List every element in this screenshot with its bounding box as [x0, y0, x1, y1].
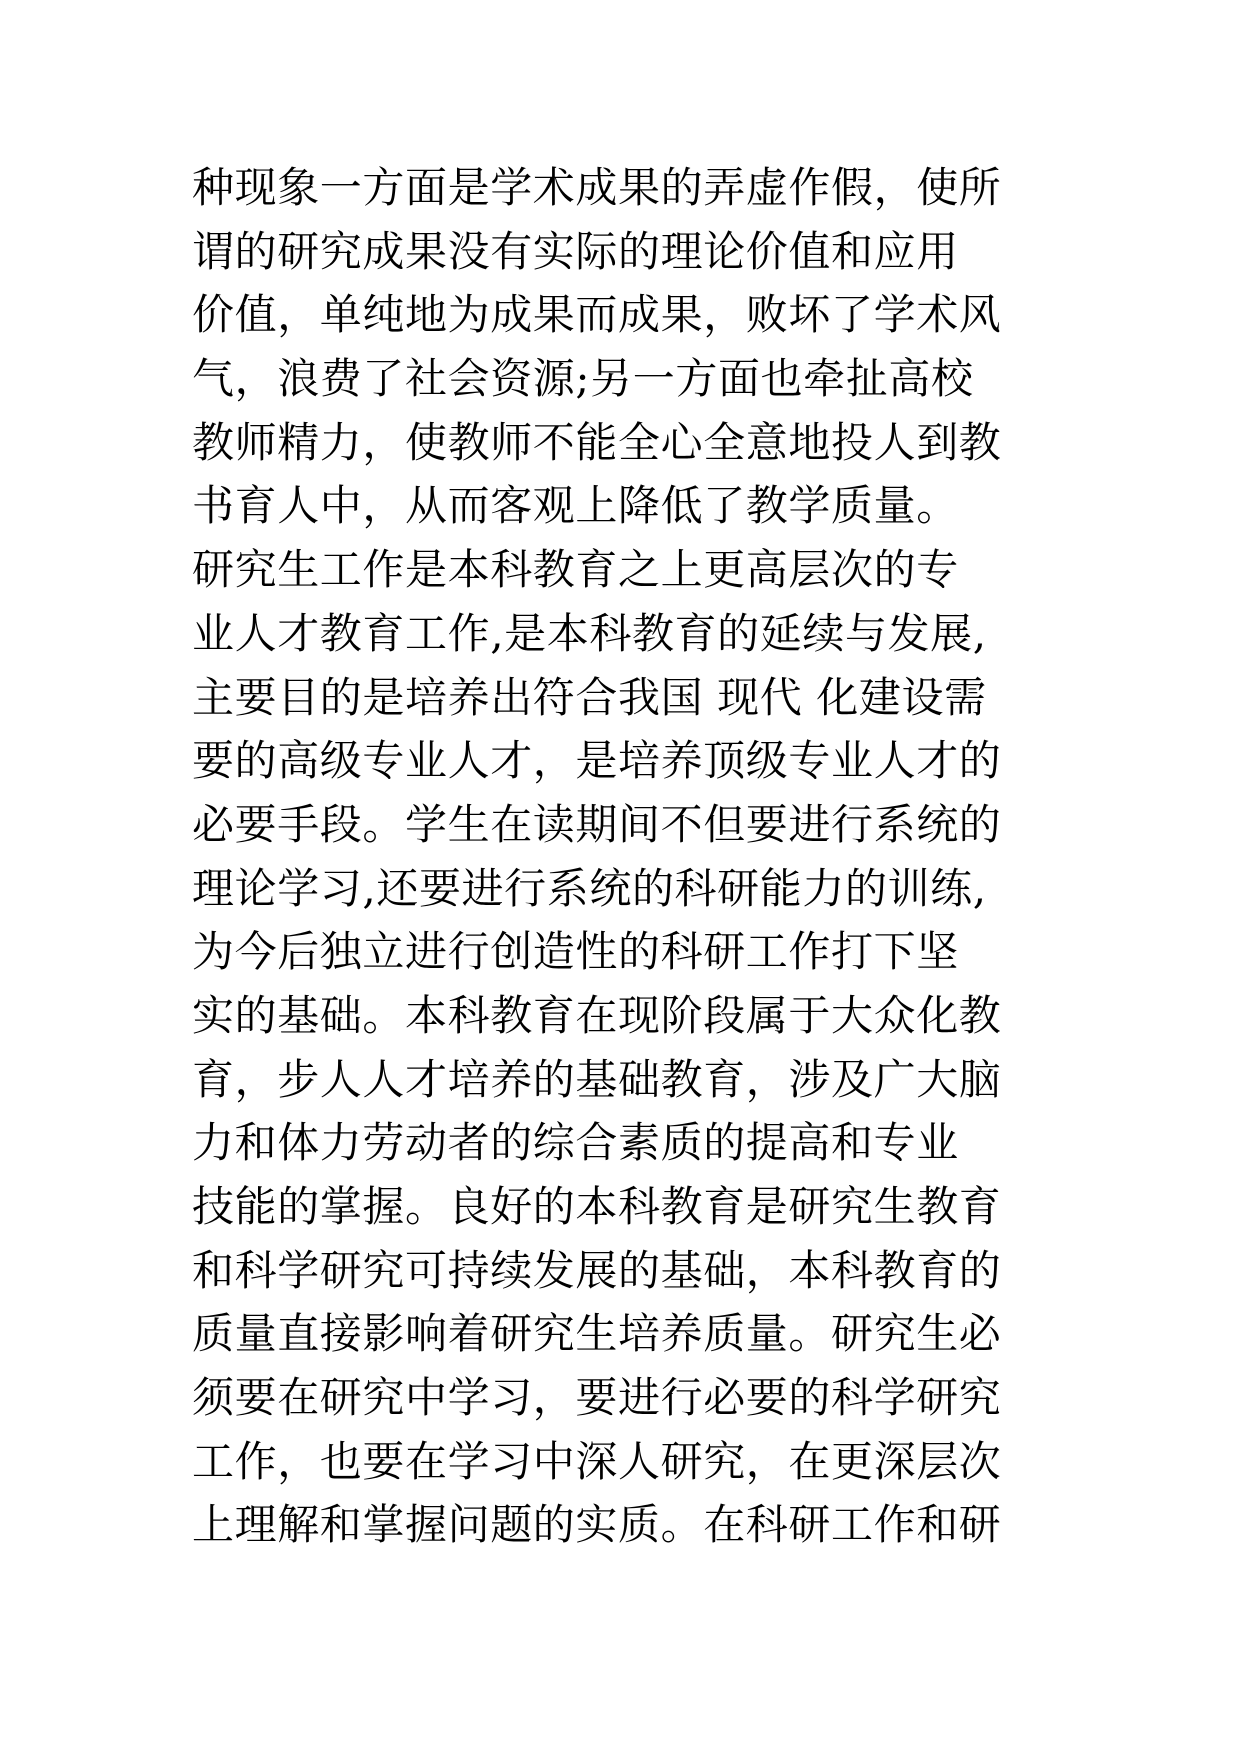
- text-line: 实的基础。本科教育在现阶段属于大众化教: [192, 990, 1002, 1040]
- text-line: 技能的掌握。良好的本科教育是研究生教育: [192, 1182, 1002, 1231]
- text-line: 要的高级专业人才，是培养顶级专业人才的: [192, 736, 1002, 786]
- text-line: 质量直接影响着研究生培养质量。研究生必: [192, 1309, 1002, 1359]
- text-line: 业人才教育工作,是本科教育的延续与发展,: [192, 608, 987, 658]
- text-line: 上理解和掌握问题的实质。在科研工作和研: [192, 1500, 1002, 1550]
- text-line: 主要目的是培养出符合我国 现代 化建设需: [192, 672, 987, 722]
- text-line: 谓的研究成果没有实际的理论价值和应用: [192, 226, 959, 276]
- text-line: 理论学习,还要进行系统的科研能力的训练,: [192, 863, 987, 913]
- text-line: 须要在研究中学习，要进行必要的科学研究: [192, 1373, 1002, 1423]
- text-line: 书育人中，从而客观上降低了教学质量。: [192, 481, 959, 531]
- text-line: 研究生工作是本科教育之上更高层次的专: [192, 545, 959, 595]
- body-text: [192, 156, 1072, 1557]
- text-line: 和科学研究可持续发展的基础，本科教育的: [192, 1245, 1002, 1295]
- text-line: 气，浪费了社会资源;另一方面也牵扯高校: [192, 354, 974, 404]
- text-line: 价值，单纯地为成果而成果，败坏了学术风: [192, 290, 1002, 340]
- text-line: 育，步人人才培养的基础教育，涉及广大脑: [192, 1054, 1002, 1104]
- text-line: 力和体力劳动者的综合素质的提高和专业: [192, 1118, 959, 1168]
- text-line: 种现象一方面是学术成果的弄虚作假，使所: [192, 163, 1002, 212]
- text-line: 工作，也要在学习中深人研究，在更深层次: [192, 1436, 1002, 1486]
- text-line: 为今后独立进行创造性的科研工作打下坚: [192, 927, 959, 977]
- text-line: 教师精力，使教师不能全心全意地投人到教: [192, 417, 1002, 467]
- text-line: 必要手段。学生在读期间不但要进行系统的: [192, 799, 1002, 849]
